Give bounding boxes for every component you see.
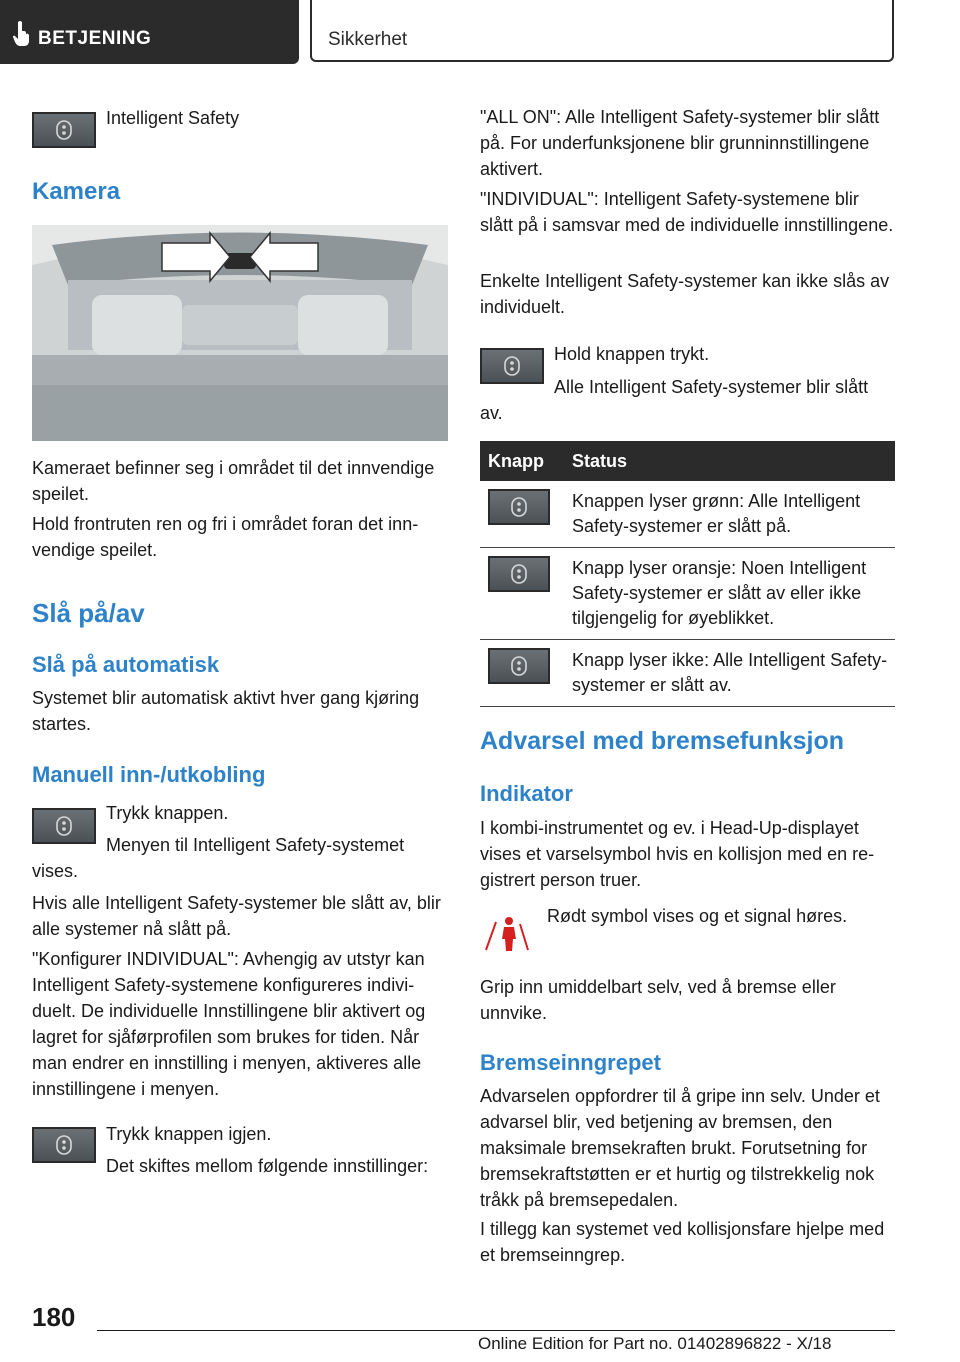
- table-row: [480, 640, 895, 707]
- header-topic-tab: [310, 0, 894, 62]
- safety-button-icon: [504, 356, 520, 376]
- paragraph-hvis: Hvis alle Intelligent Safety-systemer ble slått av, blir alle systemer nå slått på.: [32, 893, 441, 939]
- safety-button-icon: [511, 497, 527, 517]
- indikator-paragraph: I kombi-instrumentet og ev. i Head-Up-displayet vises et varselsymbol hvis en kollisjon med en registrert person truer.: [480, 818, 875, 890]
- paragraph-individual: "INDIVIDUAL": Intelligent Safety-systemene blir slått på i samsvar med de individuelle innstillingene.: [480, 189, 894, 235]
- heading-sla-pa-automatisk: Slå på automatisk: [32, 652, 220, 677]
- table-header-knapp: Knapp: [480, 441, 564, 481]
- intelligent-safety-button-image: [32, 112, 96, 148]
- bremse-paragraph-1: Advarselen oppfordrer til å gripe inn selv. Under et advarsel blir, ved betjening av bremsen, den maksimale bremsekraften brukt. Forutsetning for bremsekraftstøtten er et hurtig og tilstrekkelig nok tråkk på bremsepedalen.: [480, 1086, 880, 1210]
- step-trykk: Trykk knappen.: [106, 803, 229, 823]
- header-section-tab: [0, 0, 299, 64]
- button-orange-image: [488, 556, 550, 592]
- hand-pointer-icon: [12, 20, 32, 46]
- paragraph-enkelte: Enkelte Intelligent Safety-systemer kan ikke slås av individuelt.: [480, 271, 890, 317]
- button-label: Intelligent Safety: [106, 108, 240, 128]
- camera-location-image: [32, 225, 448, 441]
- step-menyen: Menyen til Intelligent Safety-systemet vises.: [32, 835, 405, 881]
- heading-manuell: Manuell inn-/utkobling: [32, 762, 266, 787]
- kamera-paragraph-2: Hold frontruten ren og fri i området foran det innvendige speilet.: [32, 514, 419, 560]
- topic-title: Sikkerhet: [328, 29, 408, 50]
- button-off-image: [488, 648, 550, 684]
- table-header-row: [480, 441, 895, 481]
- safety-button-icon: [56, 1135, 72, 1155]
- step-trykk-igjen: Trykk knappen igjen.: [106, 1124, 272, 1144]
- table-cell-button: [480, 481, 564, 548]
- bremse-paragraph-2: I tillegg kan systemet ved kollisjonsfare hjelpe med et bremseinngrep.: [480, 1219, 885, 1265]
- car-interior-illustration: [32, 225, 448, 441]
- heading-advarsel: Advarsel med bremsefunksjon: [480, 727, 845, 755]
- status-table: [480, 441, 895, 707]
- safety-button-icon: [511, 564, 527, 584]
- paragraph-grip: Grip inn umiddelbart selv, ved å bremse eller unnvike.: [480, 977, 836, 1023]
- safety-button-icon: [511, 656, 527, 676]
- button-green-image: [488, 489, 550, 525]
- section-title: BETJENING: [38, 28, 152, 49]
- paragraph-konfigurer: "Konfigurer INDIVIDUAL": Avhengig av utstyr kan Intelligent Safety-systemene konfigureres individuelt. De individuelle Innstillingene blir aktivert og lagret for sjåførprofilen som brukes for tiden. Når man endrer en innstilling i menyen, aktiveres alle innstillingene i menyen.: [32, 949, 426, 1099]
- footer-edition: Online Edition for Part no. 01402896822 - X/18: [478, 1334, 832, 1353]
- footer-divider: [97, 1330, 895, 1331]
- heading-sla-pa-av: Slå på/av: [32, 598, 145, 628]
- table-cell-status: Knappen lyser grønn: Alle Intelligent Safety-systemer er slått på.: [564, 481, 895, 548]
- heading-bremseinngrepet: Bremseinngrepet: [480, 1050, 661, 1075]
- heading-kamera: Kamera: [32, 178, 121, 205]
- pedestrian-warning-icon: [482, 912, 532, 952]
- step-hold: Hold knappen trykt.: [554, 344, 710, 364]
- safety-button-icon: [56, 120, 72, 140]
- page-number: 180: [32, 1302, 76, 1332]
- automatisk-paragraph: Systemet blir automatisk aktivt hver gang kjøring startes.: [32, 688, 420, 734]
- heading-indikator: Indikator: [480, 781, 573, 806]
- table-cell-button: [480, 640, 564, 707]
- paragraph-all-on: "ALL ON": Alle Intelligent Safety-systemer blir slått på. For underfunksjonene blir grunninnstillingene aktivert.: [480, 107, 880, 179]
- table-row: [480, 548, 895, 640]
- table-cell-status: Knapp lyser oransje: Noen Intelligent Safety-systemer er slått av eller ikke tilgjengelig for øyeblikket.: [564, 548, 895, 640]
- table-cell-button: [480, 548, 564, 640]
- rodt-symbol-text: Rødt symbol vises og et signal høres.: [547, 906, 848, 926]
- table-row: [480, 481, 895, 548]
- kamera-paragraph-1: Kameraet befinner seg i området til det innvendige speilet.: [32, 458, 435, 504]
- step-alle-av: Alle Intelligent Safety-systemer blir slått av.: [480, 377, 869, 423]
- table-cell-status: Knapp lyser ikke: Alle Intelligent Safety-systemer er slått av.: [564, 640, 895, 707]
- step-skiftes: Det skiftes mellom følgende innstillinger:: [106, 1156, 429, 1176]
- table-header-status: Status: [564, 441, 895, 481]
